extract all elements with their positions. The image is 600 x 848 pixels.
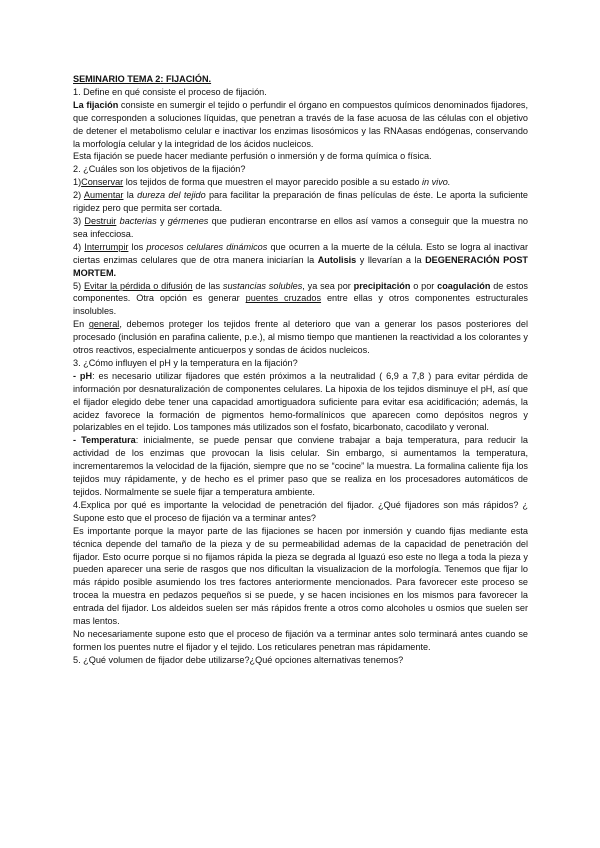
fixation-term: La fijación [73,99,119,110]
question-1-answer [73,99,528,151]
temperature-label: - Temperatura [73,435,136,446]
question-1-note: Esta fijación se puede hacer mediante perfusión o inmersión y de forma química o física. [73,151,432,162]
objective-4 [73,241,528,280]
paragraph-text: , debemos proteger los tejidos frente al deterioro que van a generar los pasos posteriores del procesado (inclusión en parafina caliente, p.e.), al mismo tiempo que mantienen la reactividad a los colorantes y otros reactivos, especialmente anticuerpos y sondas de ácidos nucleicos. [73,319,528,356]
objective-text: y llevarían a la [356,254,426,265]
objective-text: de las [192,280,223,291]
objective-bold: coagulación [437,280,491,291]
objective-verb: Destruir [84,215,117,226]
general-paragraph [73,318,528,357]
objective-text: para facilitar la preparación de finas películas de éste. Le aporta la suficiente rigidez pero que permita ser cortada. [73,190,528,214]
question-3-heading: 3. ¿Cómo influyen el pH y la temperatura en la fijación? [73,357,298,368]
objective-italic: gérmenes [167,215,209,226]
ph-paragraph [73,370,528,435]
objective-verb: Interrumpir [84,241,129,252]
objective-underlined: puentes cruzados [245,293,322,304]
objective-text: de estos componentes. Otra opción es generar [73,280,528,304]
objective-1 [73,176,528,189]
objective-verb: Conservar [81,177,124,188]
objective-italic: procesos celulares dinámicos [146,241,268,252]
objective-number: 2) [73,190,84,201]
question-1-heading: 1. Define en qué consiste el proceso de fijación. [73,86,267,97]
temperature-paragraph [73,434,528,499]
objective-5 [73,280,528,319]
general-term: general [88,319,120,330]
objective-bold: Autolisis [317,254,357,265]
objective-number: 4) [73,241,85,252]
objective-text: los [128,241,147,252]
objective-italic: sustancias solubles [222,280,303,291]
objective-text: la [123,190,138,201]
objective-number: 1) [73,177,82,188]
paragraph-text: En [73,319,89,330]
objective-number: 5) [73,280,84,291]
objective-2 [73,189,528,215]
objective-bold: precipitación [353,280,411,291]
objective-text: , ya sea por [302,280,354,291]
paragraph-text: : es necesario utilizar fijadores que estén próximos a la neutralidad ( 6,9 a 7,8 ) para evitar pérdida de información por desnaturalización de componentes celulares. La hipoxia de los tejidos disminuye el pH, así que el fijador elegido debe tener una capacidad amortiguadora suficiente para evitar esa acidificación; además, la acidez favorece la formación de pigmentos hemo-formalínicos que aparecen como depósitos negros y polarizables en el tejido. Los tampones más utilizados son el fosfato, bicarbonato, cacodilato y veronal. [73,370,528,433]
objective-italic: dureza del tejido [137,190,206,201]
objective-text: o por [410,280,438,291]
objective-text: los tejidos de forma que muestren el mayor parecido posible a su estado [123,177,422,188]
document-title: SEMINARIO TEMA 2: FIJACIÓN. [73,74,212,84]
objective-verb: Evitar la pérdida o difusión [83,280,193,291]
objective-number: 3) [73,215,85,226]
objective-italic: in vivo. [421,177,451,188]
question-4-conclusion: No necesariamente supone esto que el proceso de fijación va a terminar antes solo terminará antes cuando se formen los puentes nutre el fijador y el tejido. Los reticulares penetran mas rápidamente. [73,628,528,652]
question-2-heading: 2. ¿Cuáles son los objetivos de la fijación? [73,164,246,175]
objective-text: que ocurren a la muerte de la célula. Esto se logra al inactivar ciertas enzimas celulares que de otra manera iniciarían la [73,241,528,265]
paragraph-text: : inicialmente, se puede pensar que conviene trabajar a baja temperatura, para reducir la actividad de los enzimas que provocan la lisis celular. Sin embargo, si aumentamos la temperatura, incrementaremos la velocidad de la fijación, siempre que no se “cocine” la muestra. La formalina caliente fija los tejidos muy rápidamente, y de hecho es el primer paso que se realiza en los procesadores automáticos de tejidos. Normalmente se suele fijar a temperatura ambiente. [73,435,529,497]
objective-italic: bacterias [119,215,157,226]
answer-text: consiste en sumergir el tejido o perfundir el órgano en compuestos químicos denominados fijadores, que corresponden a soluciones líquidas, que penetran a través de la fase acuosa de las células con el objetivo de detener el metabolismo celular e inactivar los enzimas lisosómicos y las RNAasas endógenas, conservando la morfología celular y la integridad de los ácidos nucleicos. [73,99,528,149]
objective-bold: DEGENERACIÓN POST MORTEM. [73,254,528,278]
objective-3 [73,215,528,241]
objective-verb: Aumentar [83,190,124,201]
objective-text: entre ellas y otros componentes estructurales insolubles. [73,293,528,317]
question-4-heading: 4.Explica por qué es importante la velocidad de penetración del fijador. ¿Qué fijadores son más rápidos? ¿ Supone esto que el proceso de fijación va a terminar antes? [73,499,528,523]
question-4-answer: Es importante porque la mayor parte de las fijaciones se hacen por inmersión y cuando fijas mediante esta técnica depende del tamaño de la pieza y de su permeabilidad ademas de la capacidad de penetración del fijador. Esto ocurre porque si no fijamos rápida la pieza se degrada al Iguazú eso este no llega a toda la pieza y pueden aparecer una serie de rasgos que nos dificultan la visualizacion de la morfología. Tenemos que fijar lo más rápido posible asumiendo los tres factores anteriormente mencionados. Para favorecer este proceso se trocea la muestra en pedazos pequeños si se puede, y se hacen incisiones en los mismos para favorecer la entrada del fijador. Los aldeidos suelen ser más rápidos frente a otros como alcoholes u osmios que suelen ser mas lentos. [73,525,528,627]
objective-text: y [156,215,168,226]
objective-text: que pudieran encontrarse en ellos así vamos a conseguir que la muestra no sea infecciosa. [73,215,528,239]
ph-label: - pH [73,370,93,381]
question-5-heading: 5. ¿Qué volumen de fijador debe utilizarse?¿Qué opciones alternativas tenemos? [73,654,404,665]
